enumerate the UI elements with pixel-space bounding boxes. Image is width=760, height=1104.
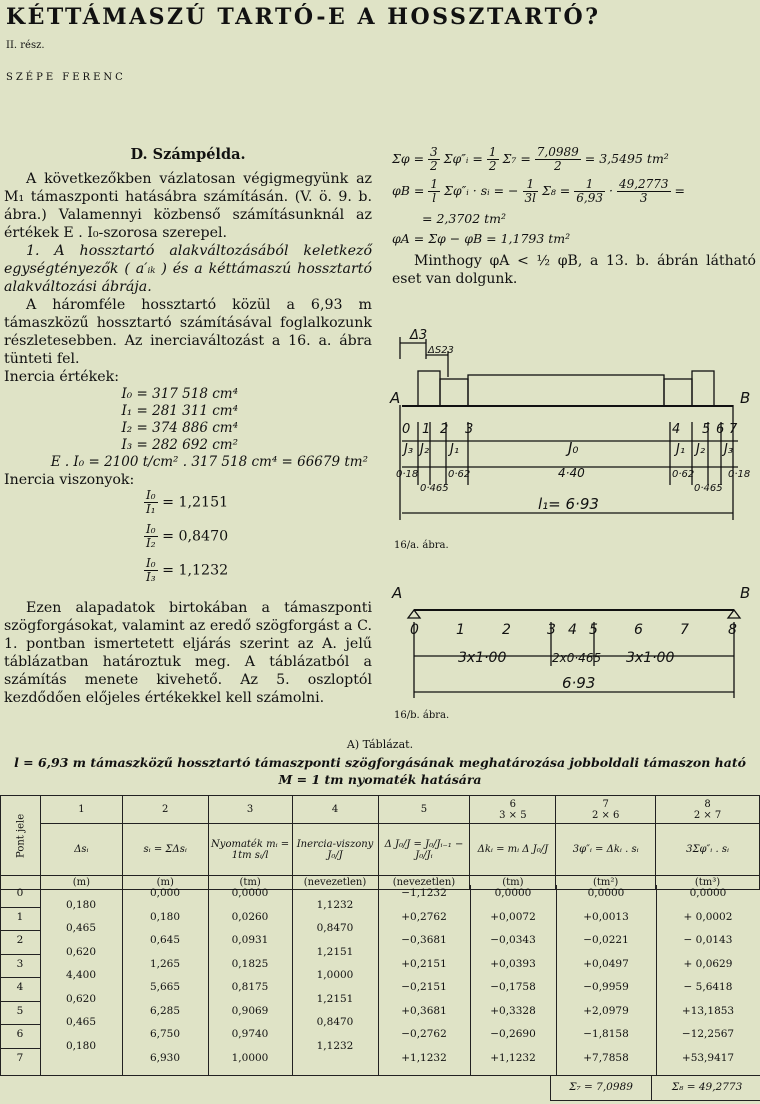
s-value: 0,645 — [149, 934, 181, 946]
point-6: 6 — [716, 422, 725, 437]
s-value: 5,665 — [149, 981, 181, 993]
col-head-6: Δkᵢ = mᵢ Δ J₀/J — [470, 824, 556, 876]
col5-value: +0,2762 — [401, 910, 447, 923]
col6-value: +1,1232 — [490, 1051, 536, 1064]
col-head-5: Δ J₀/J = J₀/Jᵢ₋₁ − J₀/Jᵢ — [378, 824, 470, 876]
point-4: 4 — [672, 422, 681, 437]
page-title: KÉTTÁMASZÚ TARTÓ-E A HOSSZTARTÓ? — [6, 4, 601, 30]
col8-value: +13,1853 — [681, 1004, 735, 1017]
bdim-0: 3x1·00 — [458, 650, 507, 666]
s-value: 6,750 — [149, 1028, 181, 1040]
m-value: 0,8175 — [231, 981, 269, 993]
point-label: 4 — [16, 981, 24, 993]
label-a: A — [390, 389, 401, 407]
col6-value: +0,0072 — [490, 910, 536, 923]
part-label: II. rész. — [6, 40, 45, 51]
equation-3: φA = Σφ − φB = 1,1793 tm² — [392, 231, 571, 246]
inertia-i1: I₁ = 281 311 cm⁴ — [121, 403, 238, 419]
col7-value: +2,0979 — [583, 1004, 629, 1017]
table-caption-1: l = 6,93 m támaszközű hossztartó támaszponti szögforgásának meghatározása jobboldali támaszon ható — [14, 755, 746, 770]
m-value: 0,1825 — [231, 957, 269, 970]
j3-right: J₃ — [724, 442, 734, 457]
dim-3: 4·40 — [558, 466, 585, 480]
point-0: 0 — [402, 422, 411, 437]
author: SZÉPE FERENC — [6, 72, 126, 83]
ratio-label: Inercia viszonyok: — [4, 472, 135, 488]
col8-value: 0,0000 — [689, 887, 727, 899]
ds-value: 0,620 — [65, 992, 97, 1005]
point-label: 3 — [16, 957, 24, 970]
col5-value: −0,2151 — [401, 981, 447, 993]
row-line — [0, 977, 40, 978]
col6-value: +0,0393 — [490, 957, 536, 970]
inertia-ei0: E . I₀ = 2100 t/cm² . 317 518 cm⁴ = 66679 tm² — [50, 454, 368, 470]
col8-value: − 0,0143 — [683, 934, 733, 946]
col5-value: −0,3681 — [401, 934, 447, 946]
data-table: Pont jele 1 2 3 4 5 6 3 × 5 7 2 × 6 8 2 × 7 Δsᵢ sᵢ = ΣΔsᵢ Nyomaték mᵢ = 1tm sᵢ/l Inercia-viszony J₀/J Δ J₀/J = J₀/Jᵢ₋₁ − J₀/Jᵢ Δkᵢ = mᵢ Δ J₀/J 3φ″ᵢ = Δkᵢ . sᵢ 3Σφ″ᵢ . sᵢ (m) (m) (tm) (nevezetlen) (nevezetlen) (tm) (tm²) (tm³) — [0, 795, 760, 890]
paragraph-3: A háromféle hossztartó közül a 6,93 m támaszközű hossztartó számításával foglalkozunk részletesebben. Az inerciaváltozást a 16. a. ábra tünteti fel. — [4, 297, 372, 367]
m-value: 0,0000 — [231, 887, 269, 899]
inertia-i0: I₀ = 317 518 cm⁴ — [121, 386, 238, 402]
sums-row — [550, 1076, 760, 1101]
j1-left: J₁ — [450, 442, 460, 457]
ds-value: 0,180 — [65, 898, 97, 911]
m-value: 0,0260 — [231, 910, 269, 923]
row-line — [0, 954, 40, 955]
col8-value: − 5,6418 — [683, 981, 733, 993]
col6-value: +0,3328 — [490, 1004, 536, 1017]
end-b: B — [740, 584, 751, 602]
col7-value: +0,0013 — [583, 910, 629, 923]
point-1: 1 — [422, 422, 431, 437]
col8-value: −12,2567 — [681, 1028, 735, 1040]
ds-value: 4,400 — [65, 969, 97, 982]
bpoint-7: 7 — [680, 622, 689, 638]
ds-value: 0,620 — [65, 945, 97, 958]
col-head-ds: Δsᵢ — [40, 824, 122, 876]
equation-1: Σφ = $\frac{3}{2}$ Σφ″ᵢ = $\frac{1}{2}$ Σ₇ = $\frac{7,0989}{2}$ = 3,5495 tm² — [392, 145, 669, 173]
j3-left: J₃ — [404, 442, 414, 457]
bpoint-0: 0 — [410, 622, 419, 638]
fig-b-caption: 16/b. ábra. — [394, 710, 450, 721]
col-head-point: Pont jele — [1, 796, 41, 876]
col6-value: −0,1758 — [490, 981, 536, 993]
ratio-value: 0,8470 — [316, 922, 354, 935]
sum-8: Σ₈ = 49,2773 — [651, 1076, 760, 1100]
fig-a-caption: 16/a. ábra. — [394, 540, 449, 551]
label-delta3: Δ3 — [410, 328, 428, 343]
ratio-value: 1,0000 — [316, 969, 354, 982]
col5-value: +0,3681 — [401, 1004, 447, 1017]
bpoint-5: 5 — [589, 622, 598, 638]
col6-value: −0,2690 — [490, 1028, 536, 1040]
col-num-5: 5 — [378, 796, 470, 824]
paragraph-1: A következőkben vázlatosan végigmegyünk az M₁ támaszponti hatásábra számításán. (V. ö. 9. b. ábra.) Valamennyi közbenső számításunknál az értékek E . I₀-szorosa szerepel. — [4, 171, 372, 241]
m-value: 0,9069 — [231, 1004, 269, 1017]
col5-value: −1,1232 — [401, 887, 447, 899]
col6-value: 0,0000 — [494, 887, 532, 899]
col7-value: −0,0221 — [583, 934, 629, 946]
j2-right: J₂ — [696, 442, 706, 457]
equation-2: φB = $\frac{1}{l}$ Σφ″ᵢ · sᵢ = − $\frac{1}{3l}$ Σ₈ = $\frac{1}{6,93}$ · $\frac{49,2773}{3}$ = — [392, 177, 686, 205]
end-a: A — [392, 584, 403, 602]
ratio-value: 1,2151 — [316, 992, 354, 1005]
ratio-value: 1,2151 — [316, 945, 354, 958]
dim-1: 0·465 — [420, 483, 449, 494]
span-label: l₁= 6·93 — [538, 495, 599, 513]
col-num-7: 7 2 × 6 — [556, 796, 656, 824]
ratio-2: = 0,8470 — [162, 528, 229, 545]
equation-2b: = 2,3702 tm² — [422, 211, 507, 226]
j0: J₀ — [568, 439, 579, 457]
s-value: 6,930 — [149, 1051, 181, 1064]
ratio-value: 1,1232 — [316, 1039, 354, 1052]
row-line — [0, 1001, 40, 1002]
paragraph-4: Ezen alapadatok birtokában a támaszponti szögforgásokat, valamint az eredő szögforgást a C. 1. pontban ismertetett eljárás szerint az A. jelű táblázatban határoztuk meg. A táblázatból a számítás menete kivehető. Az 5. oszloptól kezdődően előjeles értékekkel kell számolni. — [4, 600, 372, 706]
sum-7: Σ₇ = 7,0989 — [569, 1081, 633, 1093]
row-line — [0, 907, 40, 908]
right-column — [392, 146, 756, 288]
dim-0: 0·18 — [396, 469, 419, 480]
col-num-1: 1 — [40, 796, 122, 824]
ratio-value: 0,8470 — [316, 1016, 354, 1029]
table-body — [0, 885, 760, 1076]
ratio-value: 1,1232 — [316, 898, 354, 911]
col7-value: +7,7858 — [583, 1051, 629, 1064]
ds-value: 0,465 — [65, 1016, 97, 1029]
j2-left: J₂ — [420, 442, 430, 457]
bpoint-2: 2 — [502, 622, 511, 638]
s-value: 6,285 — [149, 1004, 181, 1017]
label-delta-s23: ΔS23 — [428, 345, 454, 356]
bpoint-6: 6 — [634, 622, 643, 638]
ds-value: 0,180 — [65, 1039, 97, 1052]
col-num-4: 4 — [292, 796, 378, 824]
s-value: 1,265 — [149, 957, 181, 970]
bpoint-1: 1 — [456, 622, 465, 638]
row-line — [0, 1024, 40, 1025]
point-label: 0 — [16, 887, 24, 899]
point-label: 6 — [16, 1028, 24, 1040]
dim-4: 0·62 — [672, 469, 695, 480]
bpoint-4: 4 — [568, 622, 577, 638]
point-label: 2 — [16, 934, 24, 946]
point-label: 1 — [16, 910, 24, 923]
paragraph-5: Minthogy φA < ½ φB, a 13. b. ábrán látható eset van dolgunk. — [392, 253, 756, 287]
figure-16a — [388, 325, 758, 550]
col7-value: −1,8158 — [583, 1028, 629, 1040]
col-num-2: 2 — [122, 796, 208, 824]
point-label: 7 — [16, 1051, 24, 1064]
dim-2: 0·62 — [448, 469, 471, 480]
col5-value: −0,2762 — [401, 1028, 447, 1040]
inertia-label: Inercia értékek: — [4, 369, 120, 385]
ds-value: 0,465 — [65, 922, 97, 935]
inertia-values — [4, 386, 372, 471]
bpoint-3: 3 — [547, 622, 556, 638]
bdim-1: 2x0·465 — [552, 651, 602, 665]
col8-value: + 0,0629 — [683, 957, 733, 970]
point-2: 2 — [440, 422, 449, 437]
col7-value: 0,0000 — [587, 887, 625, 899]
m-value: 0,0931 — [231, 934, 269, 946]
ratio-3: = 1,1232 — [162, 562, 229, 579]
point-5: 5 — [702, 422, 711, 437]
s-value: 0,180 — [149, 910, 181, 923]
figure-16b — [388, 580, 758, 710]
dim-5: 0·465 — [694, 483, 723, 494]
m-value: 1,0000 — [231, 1051, 269, 1064]
bspan: 6·93 — [562, 674, 596, 692]
j1-right: J₁ — [676, 442, 686, 457]
col8-value: + 0,0002 — [683, 910, 733, 923]
col7-value: +0,0497 — [583, 957, 629, 970]
col-num-8: 8 2 × 7 — [656, 796, 760, 824]
col8-value: +53,9417 — [681, 1051, 735, 1064]
label-b: B — [740, 389, 751, 407]
ratio-1: = 1,2151 — [162, 494, 229, 511]
point-label: 5 — [16, 1004, 24, 1017]
bpoint-8: 8 — [728, 622, 737, 638]
row-line — [0, 1048, 40, 1049]
col-head-m: Nyomaték mᵢ = 1tm sᵢ/l — [208, 824, 292, 876]
left-column — [4, 146, 372, 707]
point-3: 3 — [465, 422, 474, 437]
col7-value: −0,9959 — [583, 981, 629, 993]
paragraph-2: 1. A hossztartó alakváltozásából keletkező egységtényezők ( a′ᵢₖ ) és a kéttámaszú hossztartó alakváltozási ábrája. — [4, 243, 372, 295]
inertia-i2: I₂ = 374 886 cm⁴ — [121, 420, 238, 436]
table-caption-2: M = 1 tm nyomaték hatására — [278, 772, 482, 787]
section-heading: D. Számpélda. — [130, 146, 246, 163]
col-head-s: sᵢ = ΣΔsᵢ — [122, 824, 208, 876]
col-num-6: 6 3 × 5 — [470, 796, 556, 824]
col5-value: +1,1232 — [401, 1051, 447, 1064]
m-value: 0,9740 — [231, 1028, 269, 1040]
point-7: 7 — [729, 422, 738, 437]
col-num-3: 3 — [208, 796, 292, 824]
col-head-8: 3Σφ″ᵢ . sᵢ — [656, 824, 760, 876]
table-label: A) Táblázat. — [346, 738, 414, 751]
dim-6: 0·18 — [728, 469, 751, 480]
ratios: $\frac{\text{I₀}}{\text{I₁}}$ = 1,2151 $\frac{\text{I₀}}{\text{I₂}}$ = 0,8470 $\frac{\text{I₀}}{\text{I₃}}$ = 1,1232 — [146, 488, 229, 584]
col5-value: +0,2151 — [401, 957, 447, 970]
col6-value: −0,0343 — [490, 934, 536, 946]
col-head-7: 3φ″ᵢ = Δkᵢ . sᵢ — [556, 824, 656, 876]
s-value: 0,000 — [149, 887, 181, 899]
row-line — [0, 930, 40, 931]
col-head-ratio: Inercia-viszony J₀/J — [292, 824, 378, 876]
bdim-2: 3x1·00 — [626, 650, 675, 666]
inertia-i3: I₃ = 282 692 cm² — [121, 437, 238, 453]
